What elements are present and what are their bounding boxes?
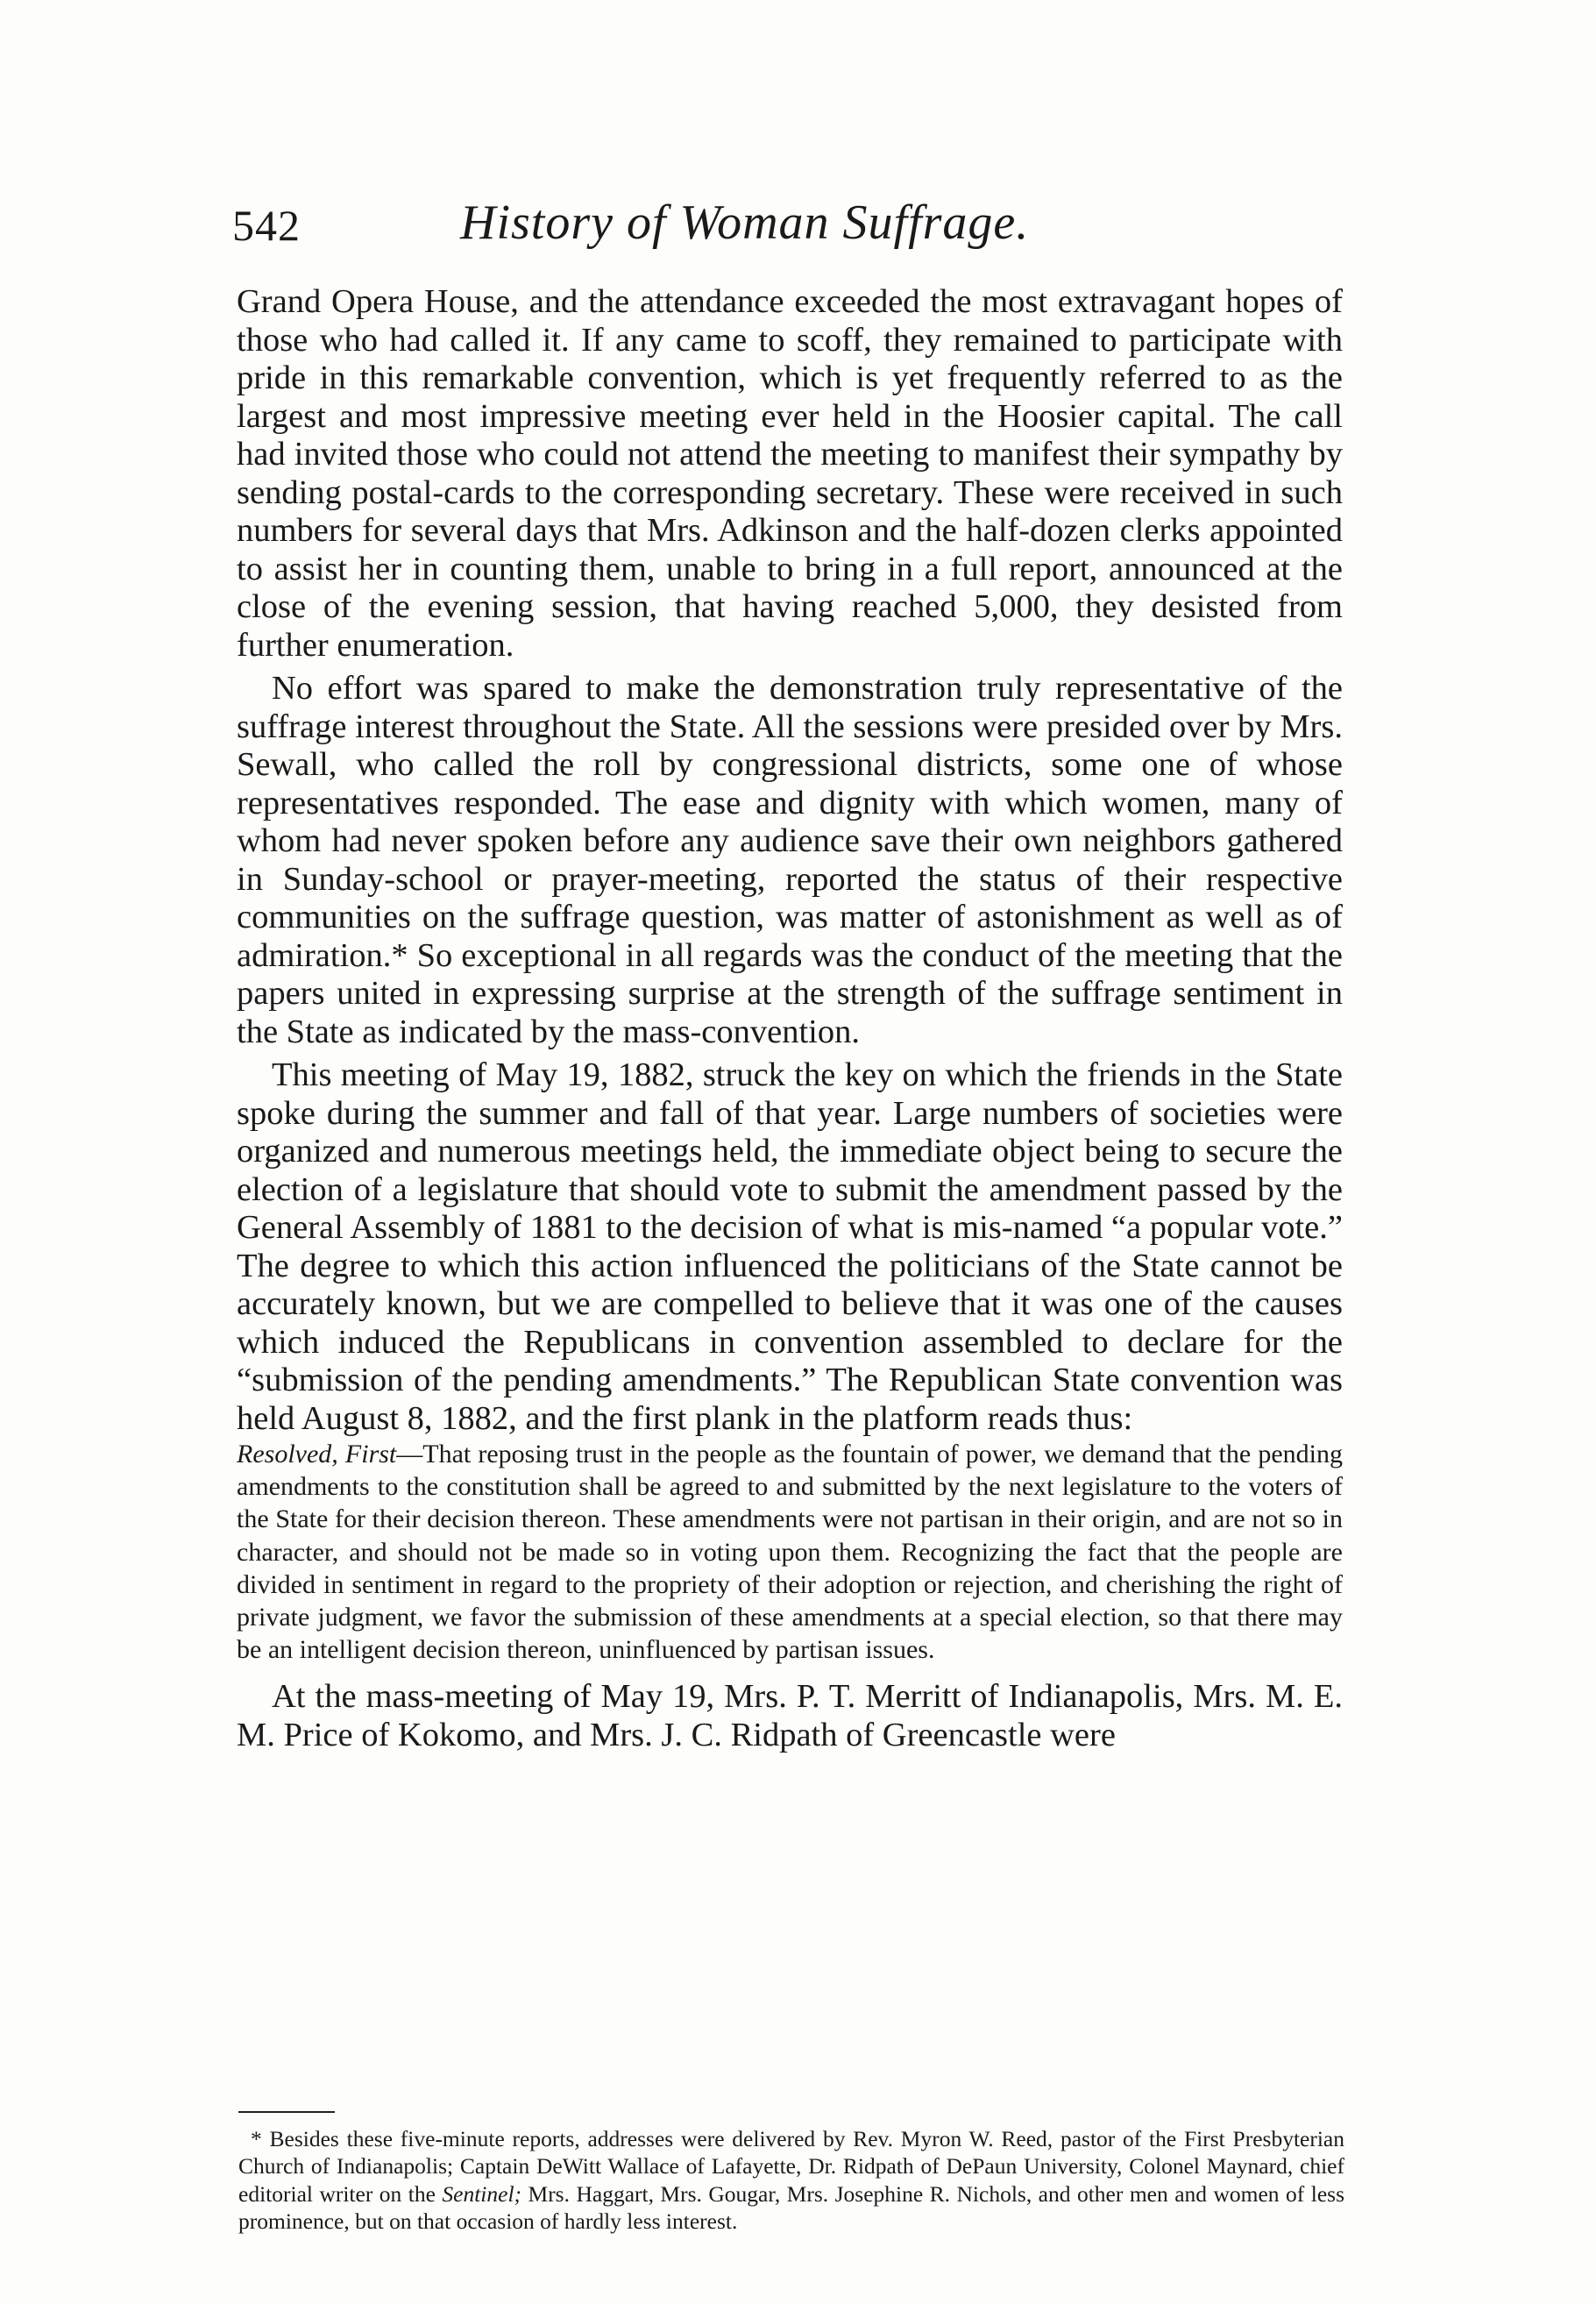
footnote — [238, 2125, 1344, 2236]
resolution-quote — [237, 1438, 1343, 1666]
footnote-italic: Sentinel; — [442, 2180, 522, 2207]
page-header — [232, 195, 1341, 256]
resolution-text: —That reposing trust in the people as the fountain of power, we demand that the pending amendments to the constitution shall be agreed to and submitted by the next legislature to the voters of the State for their decision thereon. These amendments were not partisan in their origin, and are not so in character, and should not be made so in voting upon them. Recognizing the fact that the people are divided in sentiment in regard to the propriety of their adoption or rejection, and cherishing the right of private judgment, we favor the submission of these amendments at a special election, so that there may be an intelligent decision thereon, uninfluenced by partisan issues. — [237, 1440, 1343, 1665]
paragraph-2: No effort was spared to make the demonstration truly representative of the suffrage interest throughout the State. All the sessions were presided over by Mrs. Sewall, who called the roll by congressional districts, some one of whose representatives responded. The ease and dignity with which women, many of whom had never spoken before any audience save their own neighbors gathered in Sunday-school or prayer-meeting, reported the status of their respective communities on the suffrage question, was matter of astonishment as well as of admiration.* So exceptional in all regards was the conduct of the meeting that the papers united in expressing surprise at the strength of the suffrage sentiment in the State as indicated by the mass-convention. — [237, 670, 1343, 1050]
paragraph-3: This meeting of May 19, 1882, struck the key on which the friends in the State spoke during the summer and fall of that year. Large numbers of societies were organized and numerous meetings held, the immediate object being to secure the election of a legislature that should vote to submit the amendment passed by the General Assembly of 1881 to the decision of what is mis-named “a popular vote.” The degree to which this action influenced the politicians of the State cannot be accurately known, but we are compelled to believe that it was one of the causes which induced the Republicans in convention assembled to declare for the “submission of the pending amendments.” The Republican State convention was held August 8, 1882, and the first plank in the platform reads thus: — [237, 1056, 1343, 1437]
page-number: 542 — [232, 201, 301, 250]
paragraph-4: At the mass-meeting of May 19, Mrs. P. T. Merritt of Indianapolis, Mrs. M. E. M. Price of Kokomo, and Mrs. J. C. Ridpath of Greencastle were — [237, 1678, 1343, 1753]
footnote-text-end: Mrs. Haggart, Mrs. Gougar, Mrs. Josephine R. Nichols, and other men and women of less prominence, but on that occasion of hardly less interest. — [238, 2180, 1344, 2235]
footnote-divider — [238, 2111, 335, 2113]
running-title: History of Woman Suffrage. — [460, 196, 1030, 250]
main-text — [237, 283, 1343, 1754]
paragraph-1: Grand Opera House, and the attendance exceeded the most extravagant hopes of those who had called it. If any came to scoff, they remained to participate with pride in this remarkable convention, which is yet frequently referred to as the largest and most impressive meeting ever held in the Hoosier capital. The call had invited those who could not attend the meeting to manifest their sympathy by sending postal-cards to the corresponding secretary. These were received in such numbers for several days that Mrs. Adkinson and the half-dozen clerks appointed to assist her in counting them, unable to bring in a full report, announced at the close of the evening session, that having reached 5,000, they desisted from further enumeration. — [237, 283, 1343, 664]
footnote-text-start: * Besides these five-minute reports, addresses were delivered by Rev. Myron W. Reed, pastor of the First Presbyterian Church of Indianapolis; Captain DeWitt Wallace of Lafayette, Dr. Ridpath of DePaun University, Colonel Maynard, chief editorial writer on the — [238, 2126, 1344, 2207]
resolution-lead: Resolved, First — [237, 1440, 397, 1468]
